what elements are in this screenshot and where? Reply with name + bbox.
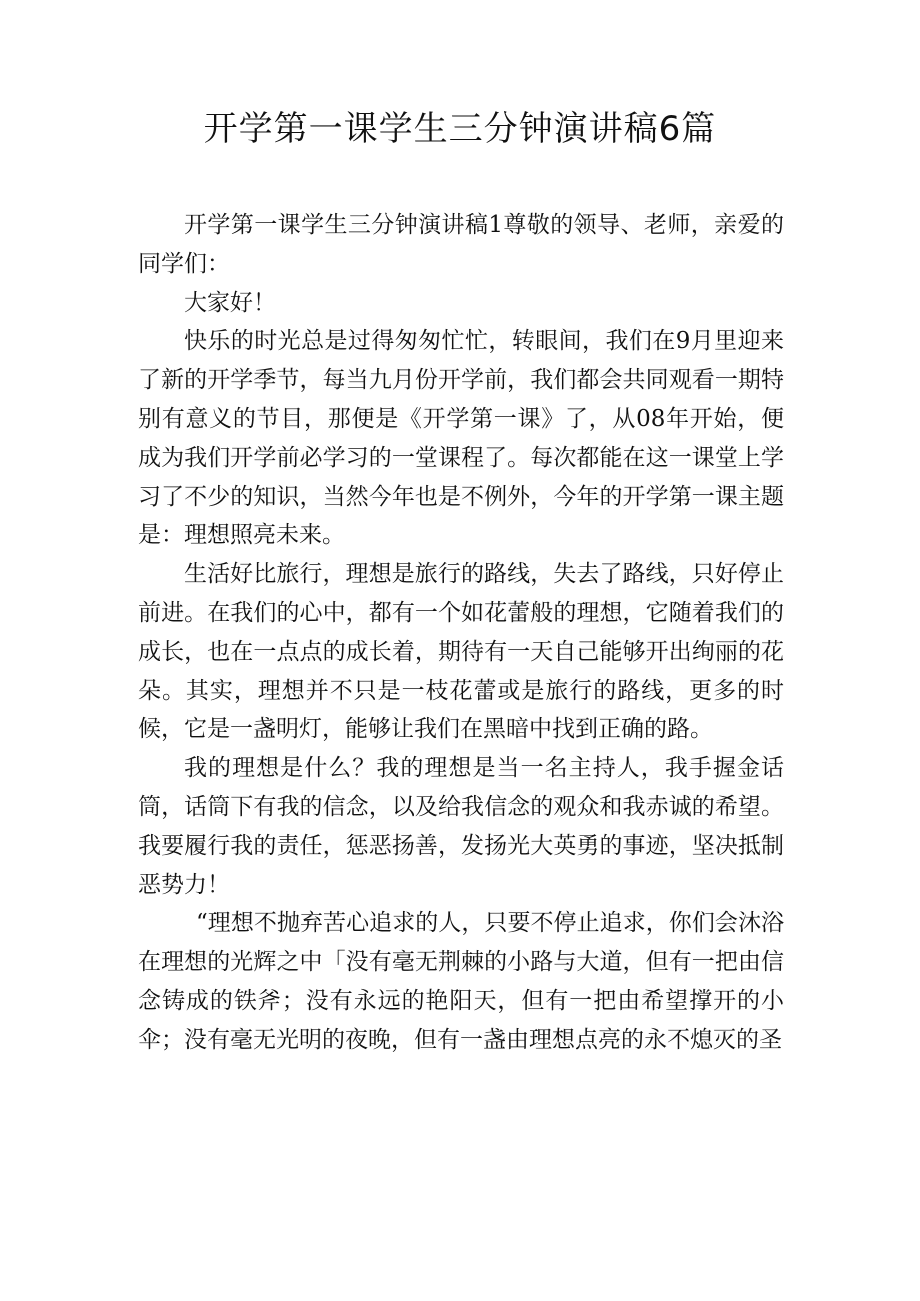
paragraph-life-journey: 生活好比旅行，理想是旅行的路线，失去了路线，只好停止前进。在我们的心中，都有一个如花蕾般的理想，它随着我们的成长，也在一点点的成长着，期待有一天自己能够开出绚丽的花朵。其实，理想并不只是一枝花蕾或是旅行的路线，更多的时候，它是一盏明灯，能够让我们在黑暗中找到正确的路。 — [138, 561, 784, 743]
paragraph-school-start: 快乐的时光总是过得匆匆忙忙，转眼间，我们在9月里迎来了新的开学季节，每当九月份开学前，我们都会共同观看一期特别有意义的节目，那便是《开学第一课》了，从08年开始，便成为我们开学前必学习的一堂课程了。每次都能在这一课堂上学习了不少的知识，当然今年也是不例外，今年的开学第一课主题是：理想照亮未来。 — [138, 328, 784, 549]
paragraph-greeting: 大家好！ — [184, 289, 276, 316]
document-body — [138, 206, 784, 1060]
paragraph-my-dream: 我的理想是什么？我的理想是当一名主持人，我手握金话筒，话筒下有我的信念，以及给我信念的观众和我赤诚的希望。我要履行我的责任，惩恶扬善，发扬光大英勇的事迹，坚决抵制恶势力！ — [138, 755, 784, 898]
document-title: 开学第一课学生三分钟演讲稿6篇 — [203, 109, 717, 149]
paragraph-intro: 开学第一课学生三分钟演讲稿1尊敬的领导、老师，亲爱的同学们： — [138, 212, 784, 277]
paragraph-quote: “理想不抛弃苦心追求的人，只要不停止追求，你们会沐浴在理想的光辉之中「没有毫无荆棘的小路与大道，但有一把由信念铸成的铁斧；没有永远的艳阳天，但有一把由希望撑开的小伞；没有毫无光明的夜晚，但有一盏由理想点亮的永不熄灭的圣 — [138, 910, 784, 1053]
